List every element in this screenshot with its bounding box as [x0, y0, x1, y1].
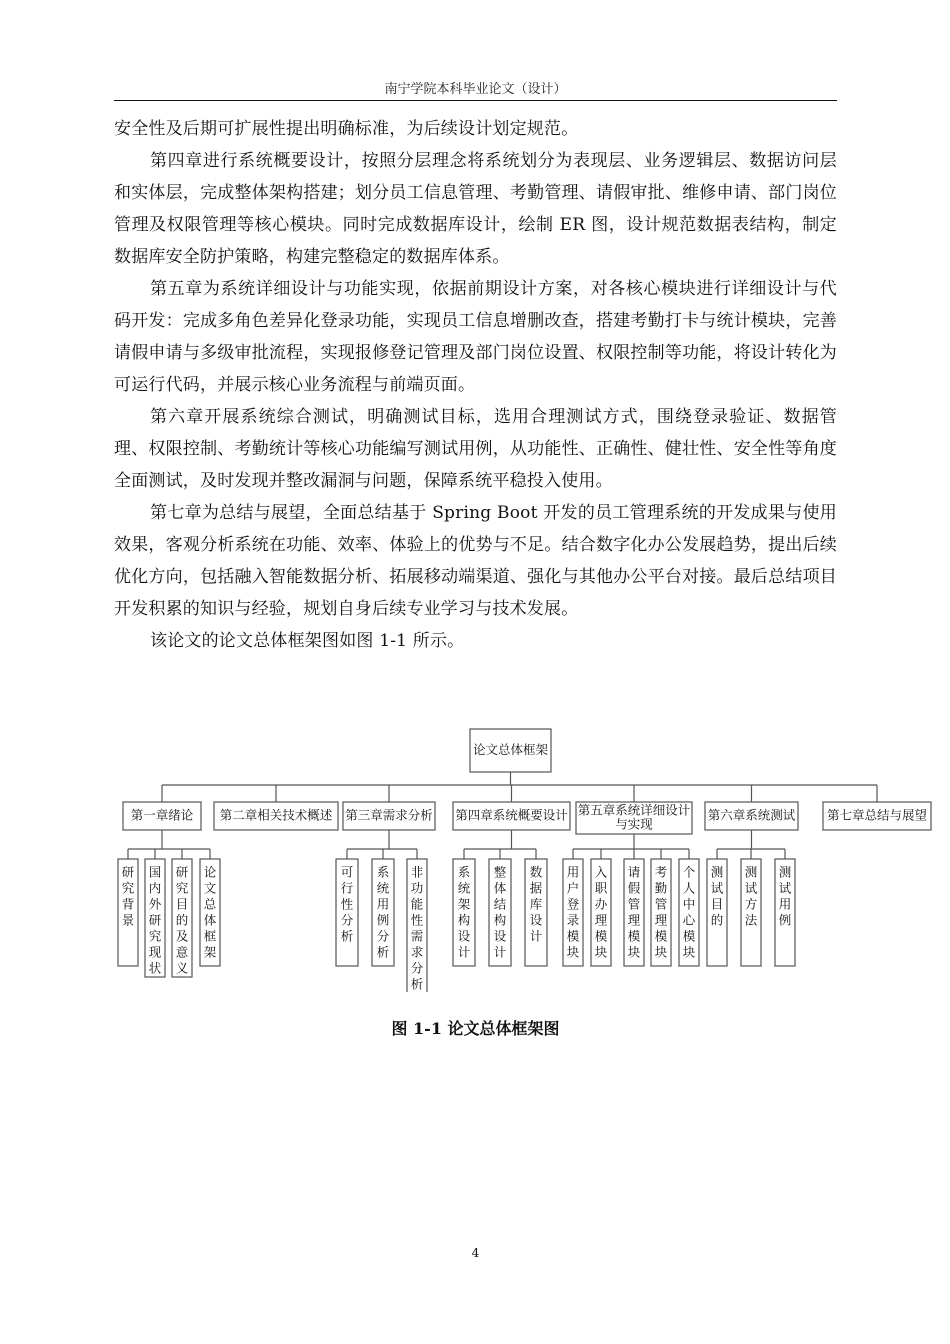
svg-text:法: 法: [744, 912, 758, 928]
svg-text:分: 分: [340, 912, 354, 928]
chapter-1-child-4: [200, 859, 220, 966]
svg-text:分: 分: [376, 928, 390, 944]
svg-text:究: 究: [175, 880, 189, 896]
figure-caption: 图 1-1 论文总体框架图: [391, 1019, 560, 1038]
svg-text:第二章相关技术概述: 第二章相关技术概述: [219, 807, 333, 823]
svg-text:统: 统: [376, 880, 390, 896]
chapter-5-child-3: [624, 859, 644, 966]
svg-text:第四章系统概要设计: 第四章系统概要设计: [455, 807, 568, 823]
svg-text:数: 数: [529, 864, 543, 880]
svg-text:第三章需求分析: 第三章需求分析: [345, 807, 433, 823]
svg-text:景: 景: [121, 912, 135, 928]
svg-text:模: 模: [594, 928, 608, 944]
svg-text:文: 文: [203, 880, 217, 896]
chapter-4-child-1: [453, 859, 475, 966]
root-node: [470, 729, 551, 772]
chapter-7-node: [823, 802, 931, 830]
svg-text:户: 户: [566, 880, 580, 896]
svg-text:考: 考: [654, 864, 668, 880]
svg-text:第一章绪论: 第一章绪论: [130, 807, 194, 823]
svg-text:内: 内: [148, 880, 162, 896]
svg-text:测: 测: [710, 864, 724, 880]
svg-text:理: 理: [627, 912, 641, 928]
svg-text:架: 架: [457, 896, 471, 912]
svg-text:登: 登: [566, 896, 580, 912]
svg-text:结: 结: [493, 896, 507, 912]
paragraph-chapter-4: 第四章进行系统概要设计，按照分层理念将系统划分为表现层、业务逻辑层、数据访问层和实体层，完成整体架构搭建；划分员工信息管理、考勤管理、请假审批、维修申请、部门岗位管理及权限管理等核心模块。同时完成数据库设计，绘制 ER 图，设计规范数据表结构，制定数据库安全防护策略，构建完整稳定的数据库体系。: [114, 151, 837, 267]
svg-text:性: 性: [340, 896, 354, 912]
svg-text:用: 用: [566, 864, 580, 880]
svg-text:试: 试: [710, 880, 724, 896]
svg-text:假: 假: [627, 880, 641, 896]
svg-text:能: 能: [410, 896, 424, 912]
svg-text:求: 求: [410, 944, 424, 960]
svg-text:理: 理: [654, 912, 668, 928]
svg-text:研: 研: [148, 912, 162, 928]
svg-text:入: 入: [594, 864, 608, 880]
svg-text:析: 析: [340, 928, 354, 944]
svg-text:计: 计: [529, 928, 543, 944]
running-header: 南宁学院本科毕业论文（设计）: [384, 82, 567, 97]
paragraph-figure-ref: 该论文的论文总体框架图如图 1-1 所示。: [150, 631, 465, 651]
chapter-2-node: [214, 802, 338, 830]
svg-text:管: 管: [627, 896, 641, 912]
svg-text:个: 个: [682, 864, 696, 880]
svg-text:用: 用: [778, 896, 792, 912]
svg-text:中: 中: [682, 896, 696, 912]
svg-text:例: 例: [376, 912, 390, 928]
svg-text:统: 统: [457, 880, 471, 896]
svg-text:设: 设: [493, 928, 507, 944]
svg-text:块: 块: [594, 944, 608, 960]
chapter-1-child-1: [118, 859, 138, 966]
chapter-4-child-3: [525, 859, 547, 966]
svg-text:人: 人: [682, 880, 696, 896]
svg-text:模: 模: [566, 928, 580, 944]
chapter-6-child-2: [741, 859, 761, 966]
paragraph-chapter-6: 第六章开展系统综合测试，明确测试目标，选用合理测试方式，围绕登录验证、数据管理、权限控制、考勤统计等核心功能编写测试用例，从功能性、正确性、健壮性、安全性等角度全面测试，及时发现并整改漏洞与问题，保障系统平稳投入使用。: [114, 407, 837, 491]
svg-text:功: 功: [410, 880, 424, 896]
paragraph-continued: 安全性及后期可扩展性提出明确标准，为后续设计划定规范。: [114, 119, 579, 139]
paragraph-chapter-7: 第七章为总结与展望，全面总结基于 Spring Boot 开发的员工管理系统的开发成果与使用效果，客观分析系统在功能、效率、体验上的优势与不足。结合数字化办公发展趋势，提出后续优化方向，包括融入智能数据分析、拓展移动端渠道、强化与其他办公平台对接。最后总结项目开发积累的知识与经验，规划自身后续专业学习与技术发展。: [114, 503, 837, 619]
chapter-5-child-4: [651, 859, 671, 966]
svg-text:计: 计: [493, 944, 507, 960]
svg-text:请: 请: [627, 864, 641, 880]
svg-text:块: 块: [566, 944, 580, 960]
svg-text:性: 性: [410, 912, 424, 928]
svg-text:的: 的: [175, 912, 189, 928]
svg-text:行: 行: [340, 880, 354, 896]
chapter-3-node: [343, 802, 435, 830]
svg-text:究: 究: [121, 880, 135, 896]
svg-text:体: 体: [203, 912, 217, 928]
svg-text:模: 模: [654, 928, 668, 944]
svg-text:的: 的: [710, 912, 724, 928]
framework-diagram: [108, 722, 938, 992]
svg-text:系: 系: [457, 864, 471, 880]
svg-text:计: 计: [457, 944, 471, 960]
svg-text:模: 模: [627, 928, 641, 944]
svg-text:总: 总: [203, 896, 217, 912]
svg-text:框: 框: [203, 928, 217, 944]
svg-text:分: 分: [410, 960, 424, 976]
svg-text:析: 析: [410, 976, 424, 992]
chapter-1-child-3: [172, 859, 192, 977]
svg-text:意: 意: [175, 944, 189, 960]
svg-text:库: 库: [529, 896, 543, 912]
svg-text:块: 块: [654, 944, 668, 960]
svg-text:可: 可: [340, 864, 354, 880]
svg-text:用: 用: [376, 896, 390, 912]
svg-text:论文总体框架: 论文总体框架: [472, 742, 549, 757]
chapter-1-node: [123, 802, 201, 830]
chapter-6-child-3: [775, 859, 795, 966]
svg-text:心: 心: [682, 912, 696, 928]
svg-text:模: 模: [682, 928, 696, 944]
svg-text:研: 研: [175, 864, 189, 880]
svg-text:论: 论: [203, 864, 217, 880]
svg-text:块: 块: [627, 944, 641, 960]
chapter-4-child-2: [489, 859, 511, 966]
svg-text:设: 设: [529, 912, 543, 928]
chapter-3-child-2: [372, 859, 394, 966]
svg-text:录: 录: [566, 912, 580, 928]
page-number: 4: [471, 1246, 480, 1260]
svg-text:块: 块: [682, 944, 696, 960]
svg-text:设: 设: [457, 928, 471, 944]
chapter-3-child-1: [336, 859, 358, 966]
svg-text:办: 办: [594, 896, 608, 912]
svg-text:勤: 勤: [654, 880, 668, 896]
svg-text:需: 需: [410, 928, 424, 944]
svg-text:整: 整: [493, 864, 507, 880]
chapter-6-child-1: [707, 859, 727, 966]
svg-text:现: 现: [148, 944, 162, 960]
svg-text:测: 测: [744, 864, 758, 880]
svg-text:非: 非: [410, 864, 424, 880]
chapter-1-child-2: [145, 859, 165, 977]
svg-text:第五章系统详细设计: 第五章系统详细设计: [577, 802, 691, 818]
chapter-5-child-2: [591, 859, 611, 966]
svg-text:第七章总结与展望: 第七章总结与展望: [826, 807, 928, 823]
svg-text:第六章系统测试: 第六章系统测试: [707, 807, 796, 823]
header-rule: [114, 100, 837, 101]
svg-text:管: 管: [654, 896, 668, 912]
svg-text:例: 例: [778, 912, 792, 928]
body-text: [114, 113, 837, 657]
svg-text:研: 研: [121, 864, 135, 880]
svg-text:架: 架: [203, 944, 217, 960]
svg-text:体: 体: [493, 880, 507, 896]
chapter-5-child-5: [679, 859, 699, 966]
svg-text:外: 外: [148, 896, 162, 912]
svg-text:构: 构: [457, 912, 471, 928]
svg-text:国: 国: [148, 864, 162, 880]
chapter-6-node: [705, 802, 798, 830]
paragraph-chapter-5: 第五章为系统详细设计与功能实现，依据前期设计方案，对各核心模块进行详细设计与代码开发：完成多角色差异化登录功能，实现员工信息增删改查，搭建考勤打卡与统计模块，完善请假申请与多级审批流程，实现报修登记管理及部门岗位设置、权限控制等功能，将设计转化为可运行代码，并展示核心业务流程与前端页面。: [114, 279, 837, 395]
svg-text:测: 测: [778, 864, 792, 880]
chapter-4-node: [453, 802, 570, 830]
svg-text:状: 状: [148, 960, 162, 976]
svg-text:义: 义: [175, 960, 189, 976]
svg-text:析: 析: [376, 944, 390, 960]
svg-text:试: 试: [778, 880, 792, 896]
svg-text:系: 系: [376, 864, 390, 880]
chapter-3-child-3: [407, 859, 427, 992]
svg-text:背: 背: [121, 896, 135, 912]
svg-text:理: 理: [594, 912, 608, 928]
svg-text:目: 目: [175, 896, 189, 912]
svg-text:与实现: 与实现: [615, 816, 653, 832]
svg-text:究: 究: [148, 928, 162, 944]
svg-text:职: 职: [594, 880, 608, 896]
svg-text:构: 构: [493, 912, 507, 928]
svg-text:试: 试: [744, 880, 758, 896]
svg-text:目: 目: [710, 896, 724, 912]
chapter-5-node: [576, 802, 692, 834]
svg-text:方: 方: [744, 896, 758, 912]
svg-text:据: 据: [529, 880, 543, 896]
svg-text:及: 及: [175, 928, 189, 944]
chapter-5-child-1: [563, 859, 583, 966]
